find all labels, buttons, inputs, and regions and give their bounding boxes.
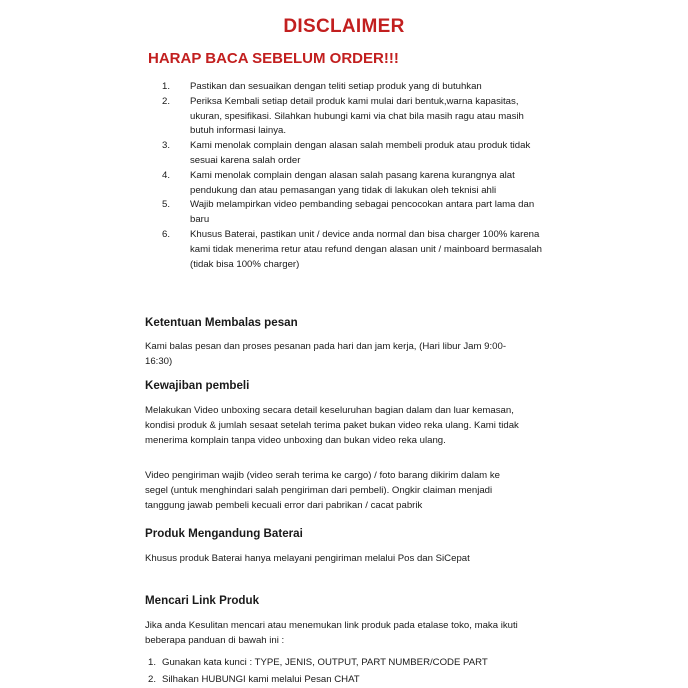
search-steps xyxy=(148,654,528,688)
search-heading: Mencari Link Produk xyxy=(145,594,260,607)
list-item xyxy=(162,80,542,95)
list-item xyxy=(162,139,542,169)
list-item-text: Kami menolak complain dengan alasan salah pasang karena kurangnya alat pendukung dan atau pemasangan yang tidak di lakukan oleh teknisi ahli xyxy=(190,169,515,196)
battery-text: Khusus produk Baterai hanya melayani pengiriman melalui Pos dan SiCepat xyxy=(145,553,470,564)
list-item xyxy=(148,654,528,671)
buyer-heading: Kewajiban pembeli xyxy=(145,379,250,392)
list-item-number: 6. xyxy=(162,228,171,240)
list-item-number: 5. xyxy=(162,199,171,211)
list-item-number: 2. xyxy=(148,674,157,685)
search-text: Jika anda Kesulitan mencari atau menemukan link produk pada etalase toko, maka ikuti beberapa panduan di bawah ini : xyxy=(145,620,518,646)
page-subtitle: HARAP BACA SEBELUM ORDER!!! xyxy=(148,50,399,67)
list-item-number: 2. xyxy=(162,95,171,107)
list-item-text: Gunakan kata kunci : TYPE, JENIS, OUTPUT, PART NUMBER/CODE PART xyxy=(162,657,488,668)
list-item-number: 1. xyxy=(162,81,171,92)
list-item-text: Kami menolak complain dengan alasan salah membeli produk atau produk tidak sesuai karena salah order xyxy=(190,140,531,166)
battery-heading: Produk Mengandung Baterai xyxy=(145,527,303,540)
buyer-paragraph-1: Melakukan Video unboxing secara detail keseluruhan bagian dalam dan luar kemasan, kondisi produk & jumlah sesaat setelah terima paket bukan video reka ulang. Kami tidak menerima komplain tanpa video unboxing dan bukan video reka ulang. xyxy=(145,405,519,446)
list-item xyxy=(162,169,542,199)
list-item xyxy=(148,671,528,688)
list-item-number: 1. xyxy=(148,657,157,668)
buyer-paragraph-2: Video pengiriman wajib (video serah terima ke cargo) / foto barang dikirim dalam ke segel (untuk menghindari salah pengiriman dari pembeli). Ongkir claiman menjadi tanggung jawab pembeli kecuali error dari pabrikan / cacat pabrik xyxy=(145,470,500,511)
list-item-text: Wajib melampirkan video pembanding sebagai pencocokan antara part lama dan baru xyxy=(190,199,535,226)
list-item-text: Silhakan HUBUNGI kami melalui Pesan CHAT xyxy=(162,674,360,685)
page-title: DISCLAIMER xyxy=(283,16,405,37)
list-item-number: 3. xyxy=(162,140,171,152)
list-item-number: 4. xyxy=(162,169,171,181)
rules-list xyxy=(162,80,542,272)
list-item xyxy=(162,198,542,228)
reply-text: Kami balas pesan dan proses pesanan pada hari dan jam kerja, (Hari libur Jam 9:00-16:30) xyxy=(145,341,507,367)
list-item-text: Khusus Baterai, pastikan unit / device anda normal dan bisa charger 100% karena kami tidak menerima retur atau refund dengan alasan unit / mainboard bermasalah (tidak bisa 100% charger) xyxy=(190,228,542,270)
list-item xyxy=(162,228,542,272)
reply-heading: Ketentuan Membalas pesan xyxy=(145,316,298,329)
list-item xyxy=(162,95,542,139)
list-item-text: Pastikan dan sesuaikan dengan teliti setiap produk yang di butuhkan xyxy=(190,81,482,92)
list-item-text: Periksa Kembali setiap detail produk kami mulai dari bentuk,warna kapasitas, ukuran, spesifikasi. Silahkan hubungi kami via chat bila masih ragu atau masih butuh informasi lainya. xyxy=(190,95,524,137)
